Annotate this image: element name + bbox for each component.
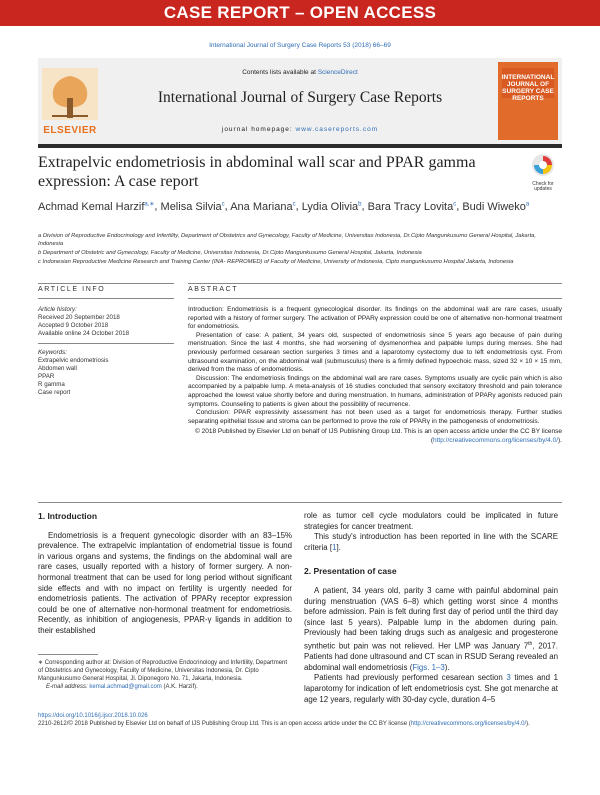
author[interactable]: Lydia Olivia$^b$ bbox=[301, 200, 362, 213]
divider bbox=[38, 283, 174, 284]
keywords bbox=[38, 349, 178, 397]
section-heading-introduction: 1. Introduction bbox=[38, 511, 98, 521]
journal-homepage bbox=[110, 126, 490, 133]
abstract-body bbox=[188, 306, 562, 446]
body-paragraph: Endometriosis is a frequent gynecologic disorder with an 83–15% prevalence. The extrapelvic implantation of endometrial tissue is found in various organs and systems, the findings on the abdominal wall are rare cases, usually reported with a history of former surgery. A non-hormonal treatment that can be used for long period without significant side effects and with no impact on fertility is urgently needed for endometriosis patients. The activation of PPARγ receptor expression could be one of alternative non-hormonal treatment for endometriosis. Recently, as inhibition of angiogenesis, PPAR-γ ligands in addition to their established bbox=[38, 530, 292, 635]
corresponding-author: ∗ Corresponding author at: Division of Reproductive Endocrinology and Infertility, Department of Obstetrics and Gynecology, Faculty of Medicine, Universitas Indonesia, Dr. Cipto Mangunkusumo General Hospital, Jl. Diponegoro No. 71, Jakarta, Indonesia. bbox=[38, 660, 288, 682]
keyword: Case report bbox=[38, 389, 71, 396]
crossmark-badge[interactable] bbox=[528, 153, 558, 192]
history-label: Article history: bbox=[38, 306, 77, 313]
body-paragraph: Patients had previously performed cesarean section 3 times and 1 laparotomy for indication of left endometriosis cyst. She got menarche at age 12 years, regularly with 30-day cycle, duration 4–5 bbox=[304, 673, 558, 704]
abstract-paragraph: Conclusion: PPAR expressivity assessment has not been used as a target for endometriosis therapy. Further studies separating epithelial tissue and stroma can be performed to prove the role of PPARγ in the pathogenesis of endometriosis. bbox=[188, 409, 562, 425]
body-right-column bbox=[304, 511, 558, 705]
doi-link[interactable]: https://doi.org/10.1016/j.ijscr.2018.10.026 bbox=[38, 713, 148, 719]
author[interactable]: Bara Tracy Lovita$^c$ bbox=[367, 200, 457, 213]
sciencedirect-link[interactable]: ScienceDirect bbox=[317, 69, 358, 76]
footnote bbox=[38, 659, 292, 691]
figure-link[interactable]: Figs. 1–3 bbox=[412, 662, 445, 672]
body-paragraph: This study's introduction has been reported in line with the SCARE criteria [1]. bbox=[304, 532, 558, 552]
author[interactable]: Achmad Kemal Harzif$^{a,∗}$ bbox=[38, 200, 155, 213]
footer-license-link[interactable]: http://creativecommons.org/licenses/by/4.0/ bbox=[410, 721, 527, 727]
abstract-paragraph: Presentation of case: A patient, 34 years old, suspected of endometriosis since 5 years ago because of pain during menstruation. Since the last 4 months, she had worsening of dysmenorrhea and palpable lumps during menses. She had previously performed cesarean section surgeries 3 times and a laparotomy cystectomy due to left endometriosis cyst. From ultrasound examination, on the abdominal wall (submusculus) there is a firmly defined hypoechoic mass, sized 32 × 10 × 15 mm, derived from the mass of endometriosis. bbox=[188, 331, 562, 374]
divider bbox=[38, 298, 174, 299]
history-item: Available online 24 October 2018 bbox=[38, 330, 130, 337]
article-type-banner: CASE REPORT – OPEN ACCESS bbox=[0, 0, 600, 26]
affiliation: b Department of Obstetric and Gynecology, Faculty of Medicine, Universitas Indonesia, Dr.Cipto Mangunkusumo General Hospital, Jakarta, Indonesia bbox=[38, 250, 422, 256]
crossmark-icon bbox=[528, 153, 558, 177]
article-info-label: ARTICLE INFO bbox=[38, 286, 106, 293]
article-title: Extrapelvic endometriosis in abdominal wall scar and PPAR gamma expression: A case report bbox=[38, 154, 476, 190]
author-list: Achmad Kemal Harzif$^{a,∗}$, Melisa Silvia$^c$, Ana Mariana$^c$, Lydia Olivia$^b$, Bara Tracy Lovita$^c$, Budi Wiweko$^a$ bbox=[38, 200, 530, 213]
contents-prefix: Contents lists available at bbox=[242, 69, 318, 76]
divider bbox=[38, 343, 174, 344]
affiliation: c Indonesian Reproductive Medicine Research and Training Center (INA- REPROMED) of Faculty of Medicine, University of Indonesia, Cipto mangunkusumo Hospital Jakarta, Indonesia bbox=[38, 259, 514, 265]
abstract-paragraph: Introduction: Endometriosis is a frequent gynecological disorder. Its findings on the abdominal wall are rare cases, usually reported with a history of former surgery. The activation of PPARγ expression could be one of alternative non-hormonal treatment for endometriosis. bbox=[188, 306, 562, 331]
issn-line: 2210-2612/© 2018 Published by Elsevier Ltd on behalf of IJS Publishing Group Ltd. This is an open access article under the CC BY license (http://creativecommons.org/licenses/by/4.0/). bbox=[38, 721, 530, 727]
homepage-link[interactable]: www.casereports.com bbox=[295, 126, 379, 133]
divider bbox=[38, 502, 562, 503]
divider bbox=[188, 298, 562, 299]
cover-title: INTERNATIONAL JOURNAL OF SURGERY CASE REPORTS bbox=[501, 74, 555, 102]
publisher-name: ELSEVIER bbox=[43, 125, 97, 136]
article-history bbox=[38, 306, 178, 338]
affiliations bbox=[38, 232, 562, 267]
keyword: PPAR bbox=[38, 373, 55, 380]
footnote-divider bbox=[38, 654, 98, 655]
crossmark-label: Check for updates bbox=[532, 181, 554, 192]
affiliation: a Division of Reproductive Endocrinology and Infertility, Department of Obstetrics and Gynecology, Faculty of Medicine, Universitas Indonesia, Dr.Cipto Mangunkusumo General Hospital, Jakarta, Indonesia bbox=[38, 233, 537, 247]
keywords-label: Keywords: bbox=[38, 349, 67, 356]
keyword: R gamma bbox=[38, 381, 65, 388]
body-paragraph: A patient, 34 years old, parity 3 came with painful abdominal pain during menstruation (VAS 6–8) which getting worst since 4 months before admission. Pain is felt during first day of period until the third day (since last 5 years). Palpable lump in the abdomen during pain. Previously had been taking drugs such as analgesic and progesterone synthetic but pain was not relieved. Her LMP was January 7th, 2017. Patients had done ultrasound and CT scan in RSUD Serang revealed an abdominal wall endometriosis (Figs. 1–3). bbox=[304, 585, 558, 672]
history-item: Received 20 September 2018 bbox=[38, 314, 120, 321]
publication-footer bbox=[38, 712, 562, 728]
abstract-label: ABSTRACT bbox=[188, 286, 239, 293]
body-paragraph: role as tumor cell cycle modulators could be implicated in future strategies for cancer treatment. bbox=[304, 511, 558, 531]
journal-cover-thumbnail bbox=[498, 62, 558, 140]
history-item: Accepted 9 October 2018 bbox=[38, 322, 109, 329]
divider bbox=[188, 283, 562, 284]
reference-link[interactable]: 3 bbox=[506, 673, 511, 683]
author[interactable]: Budi Wiweko$^a$ bbox=[462, 200, 530, 213]
email-link[interactable]: kemal.achmad@gmail.com bbox=[89, 684, 162, 690]
section-heading-presentation: 2. Presentation of case bbox=[304, 566, 397, 577]
keyword: Abdomen wall bbox=[38, 365, 77, 372]
reference-link[interactable]: 1 bbox=[332, 542, 337, 552]
journal-citation[interactable]: International Journal of Surgery Case Reports 53 (2018) 66–69 bbox=[209, 42, 391, 49]
abstract-paragraph: Discussion: The endometriosis findings on the abdominal wall are rare cases. Symptoms usually are cyclic pain which is also accompanied by a palpable lump. A meta-analysis of 16 studies concluded that sensory excitatory threshold and pain tolerance approached the lowest value shortly before and during menstruation. In humans, administration of PPARγ agonists reduced pain symptoms. Counseling to patients is given about the possibility of recurrence. bbox=[188, 374, 562, 408]
homepage-prefix: journal homepage: bbox=[221, 126, 296, 133]
email-line: E-mail address: kemal.achmad@gmail.com (A.K. Harzif). bbox=[46, 684, 198, 690]
keyword: Extrapelvic endometriosis bbox=[38, 357, 109, 364]
body-left-column bbox=[38, 511, 292, 637]
license-link[interactable]: http://creativecommons.org/licenses/by/4.0/ bbox=[433, 436, 559, 444]
abstract-copyright: © 2018 Published by Elsevier Ltd on behalf of IJS Publishing Group Ltd. This is an open access article under the CC BY license (http://creativecommons.org/licenses/by/4.0/). bbox=[195, 428, 562, 444]
journal-title: International Journal of Surgery Case Reports bbox=[157, 89, 443, 106]
author[interactable]: Melisa Silvia$^c$ bbox=[160, 200, 225, 213]
contents-line bbox=[110, 69, 490, 76]
author[interactable]: Ana Mariana$^c$ bbox=[230, 200, 296, 213]
